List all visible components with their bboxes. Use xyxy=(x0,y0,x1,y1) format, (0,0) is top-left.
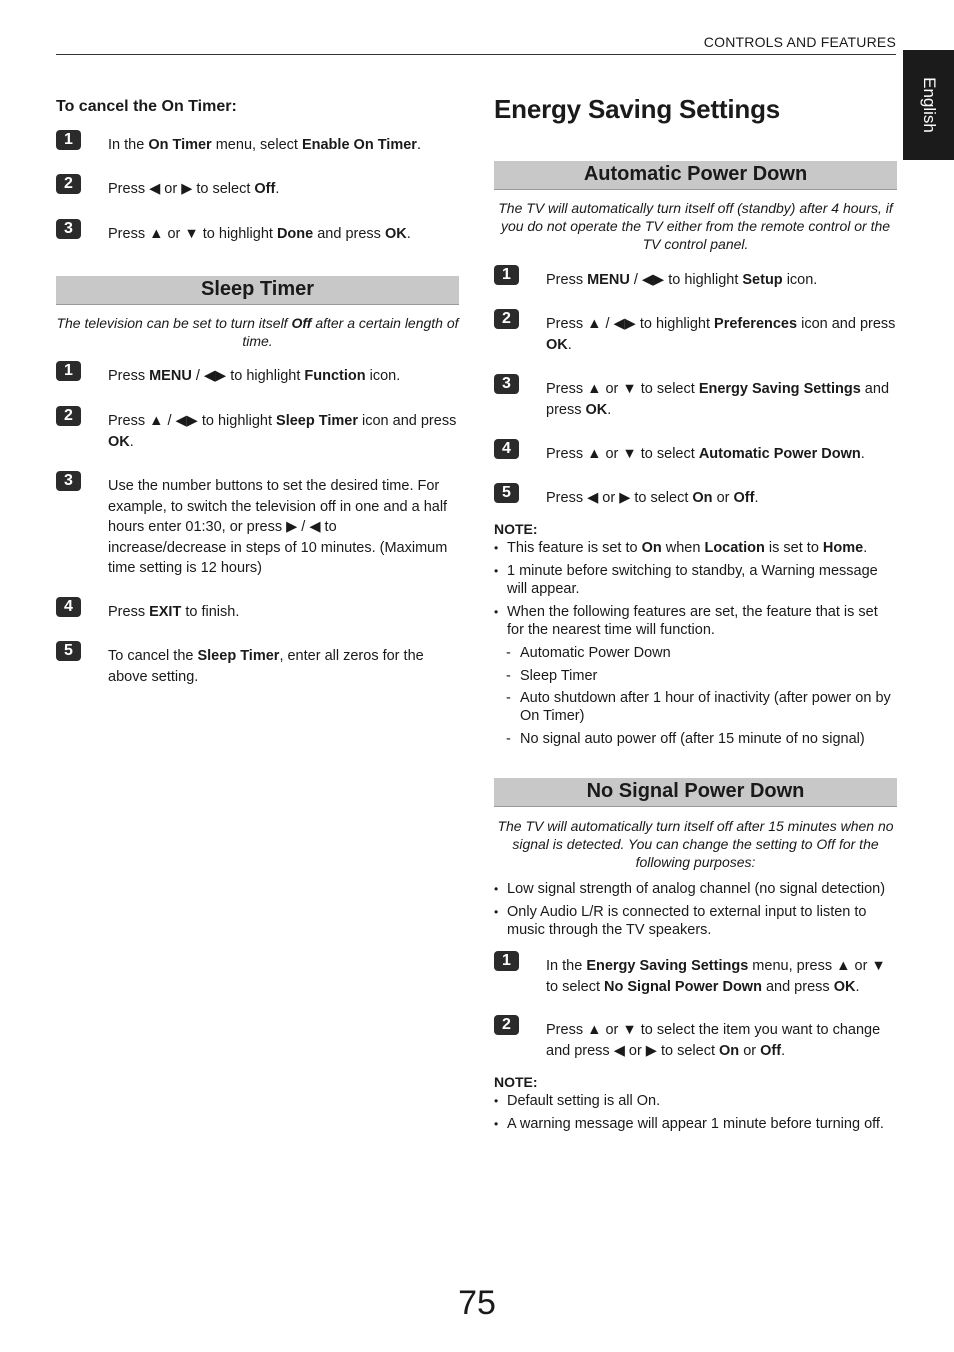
page-number: 75 xyxy=(458,1284,496,1322)
step-number: 5 xyxy=(56,641,81,661)
step-text: Press ▲ / ◀▶ to highlight Preferences icon and press OK. xyxy=(546,316,896,353)
step-text: Press ▲ / ◀▶ to highlight Sleep Timer icon and press OK. xyxy=(108,413,457,450)
step-number: 1 xyxy=(494,265,519,285)
list-item: - Automatic Power Down xyxy=(506,644,897,662)
step-text: Press ▲ or ▼ to select the item you want to change and press ◀ or ▶ to select On or Off. xyxy=(546,1022,881,1059)
step-number: 2 xyxy=(494,1015,519,1035)
nspd-purpose-list xyxy=(494,880,897,944)
step-number: 1 xyxy=(494,951,519,971)
step-text: In the Energy Saving Settings menu, press ▲ or ▼ to select No Signal Power Down and press OK. xyxy=(546,958,886,995)
step-number: 5 xyxy=(494,483,519,503)
header-rule xyxy=(56,54,896,55)
step-text: To cancel the Sleep Timer, enter all zeros for the above setting. xyxy=(108,648,424,685)
step-text: Press EXIT to finish. xyxy=(108,604,240,620)
step-text: Press MENU / ◀▶ to highlight Setup icon. xyxy=(546,272,818,288)
step-number: 1 xyxy=(56,361,81,381)
no-signal-power-down-banner: No Signal Power Down xyxy=(494,778,897,807)
step-number: 2 xyxy=(56,406,81,426)
step-number: 4 xyxy=(56,597,81,617)
language-tab-label: English xyxy=(919,77,939,133)
step-number: 2 xyxy=(494,309,519,329)
note-label: NOTE: xyxy=(494,1074,538,1090)
automatic-power-down-intro: The TV will automatically turn itself off (standby) after 4 hours, if you do not operate the TV either from the remote control or the TV control panel. xyxy=(498,200,893,252)
step-number: 3 xyxy=(56,219,81,239)
no-signal-power-down-intro: The TV will automatically turn itself off after 15 minutes when no signal is detected. You can change the setting to Off for the following purposes: xyxy=(497,818,894,870)
step-text: Press ▲ or ▼ to select Automatic Power Down. xyxy=(546,446,865,462)
list-item: • This feature is set to On when Location is set to Home. xyxy=(494,539,897,557)
step-text: Use the number buttons to set the desired time. For example, to switch the television off in one and a half hours enter 01:30, or press ▶ / ◀ to increase/decrease in steps of 10 minutes. (Maximum time setting is 12 hours) xyxy=(108,478,448,576)
apd-feature-sublist xyxy=(506,644,897,752)
step-number: 3 xyxy=(56,471,81,491)
note-label: NOTE: xyxy=(494,521,538,537)
sleep-timer-banner: Sleep Timer xyxy=(56,276,459,305)
list-item: - Auto shutdown after 1 hour of inactivity (after power on by On Timer) xyxy=(506,689,897,725)
step-text: Press ◀ or ▶ to select Off. xyxy=(108,181,280,197)
nspd-note-list xyxy=(494,1092,897,1138)
list-item: • When the following features are set, the feature that is set for the nearest time will function. xyxy=(494,603,897,639)
cancel-on-timer-heading: To cancel the On Timer: xyxy=(56,98,237,115)
step-text: Press ▲ or ▼ to highlight Done and press OK. xyxy=(108,226,411,242)
step-text: Press MENU / ◀▶ to highlight Function icon. xyxy=(108,368,401,384)
list-item: - Sleep Timer xyxy=(506,667,897,685)
list-item: • 1 minute before switching to standby, a Warning message will appear. xyxy=(494,562,897,598)
automatic-power-down-banner: Automatic Power Down xyxy=(494,161,897,190)
page-title: Energy Saving Settings xyxy=(494,94,781,124)
language-tab xyxy=(903,50,954,160)
list-item: • Low signal strength of analog channel (no signal detection) xyxy=(494,880,897,898)
list-item: • Default setting is all On. xyxy=(494,1092,897,1110)
running-header: CONTROLS AND FEATURES xyxy=(703,34,896,50)
step-text: In the On Timer menu, select Enable On Timer. xyxy=(108,137,421,153)
list-item: • Only Audio L/R is connected to external input to listen to music through the TV speakers. xyxy=(494,903,897,939)
step-number: 1 xyxy=(56,130,81,150)
step-number: 4 xyxy=(494,439,519,459)
step-text: Press ◀ or ▶ to select On or Off. xyxy=(546,490,759,506)
step-number: 2 xyxy=(56,174,81,194)
list-item: - No signal auto power off (after 15 minute of no signal) xyxy=(506,730,897,748)
sleep-timer-intro: The television can be set to turn itself Off after a certain length of time. xyxy=(56,315,459,349)
list-item: • A warning message will appear 1 minute before turning off. xyxy=(494,1115,897,1133)
apd-note-list xyxy=(494,539,897,644)
step-number: 3 xyxy=(494,374,519,394)
step-text: Press ▲ or ▼ to select Energy Saving Settings and press OK. xyxy=(546,381,890,418)
